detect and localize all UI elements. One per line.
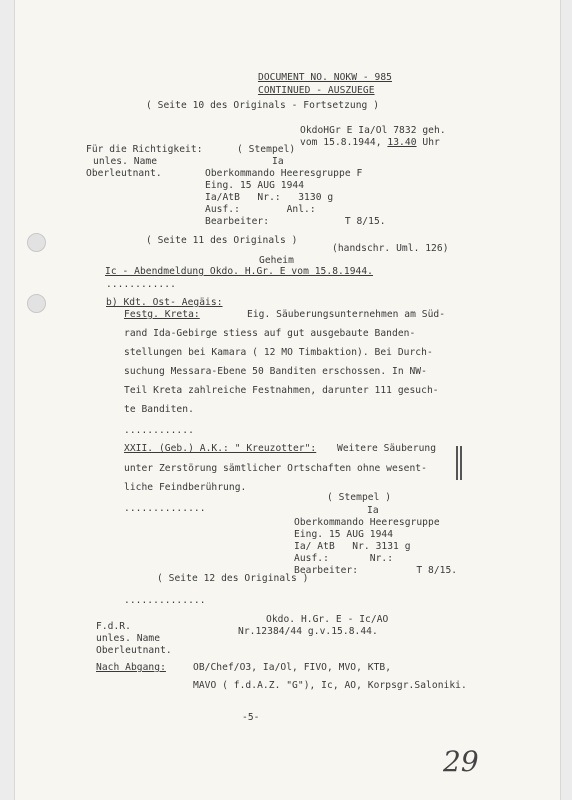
reference-time: 13.40 (387, 137, 417, 148)
section-b-label: b) Kdt. Ost- Aegäis: (106, 297, 223, 308)
margin-mark (460, 446, 462, 480)
xxii-text-line: unter Zerstörung sämtlicher Ortschaften ohne wesent- (124, 463, 427, 474)
ellipsis-dots: ............ (124, 425, 194, 436)
stamp-line: Oberkommando Heeresgruppe F (205, 168, 363, 179)
fdr-label: F.d.R. (96, 621, 131, 632)
kreta-text-line: Eig. Säuberungsunternehmen am Süd- (247, 309, 446, 320)
signer-name: unles. Name (93, 156, 158, 167)
distribution-line: OB/Chef/O3, Ia/Ol, FIVO, MVO, KTB, (193, 662, 392, 673)
continued-label: CONTINUED - AUSZUEGE (258, 85, 375, 96)
certification-line: Für die Richtigkeit: (86, 144, 203, 155)
okdo-line: Okdo. H.Gr. E - Ic/AO (266, 614, 389, 625)
distribution-line: MAVO ( f.d.A.Z. "G"), Ic, AO, Korpsgr.Saloniki. (193, 680, 467, 691)
stamp-line: Eing. 15 AUG 1944 (294, 529, 394, 540)
stamp-line: Eing. 15 AUG 1944 (205, 180, 305, 191)
stamp-label: ( Stempel ) (327, 492, 392, 503)
stamp-line: Ia/AtB Nr.: 3130 g (205, 192, 334, 203)
stamp-line: Oberkommando Heeresgruppe (294, 517, 440, 528)
signer-name: unles. Name (96, 633, 161, 644)
stamp-line: Bearbeiter: T 8/15. (205, 216, 386, 227)
stamp-line: Ia (367, 505, 379, 516)
signer-rank: Oberleutnant. (86, 168, 162, 179)
punch-hole (27, 233, 46, 252)
xxii-text-line: Weitere Säuberung (337, 443, 437, 454)
kreta-text-line: stellungen bei Kamara ( 12 MO Timbaktion). Bei Durch- (124, 347, 433, 358)
ellipsis-dots: .............. (124, 595, 206, 606)
stamp-line: Ausf.: Anl.: (205, 204, 316, 215)
kreta-text-line: Teil Kreta zahlreiche Festnahmen, darunter 111 gesuch- (124, 385, 439, 396)
margin-mark (456, 446, 458, 480)
geheim-label: Geheim (259, 255, 294, 266)
okdo-line: Nr.12384/44 g.v.15.8.44. (238, 626, 378, 637)
reference-line-2 (300, 137, 440, 149)
handwritten-note: (handschr. Uml. 126) (332, 243, 449, 254)
kreta-text-line: rand Ida-Gebirge stiess auf gut ausgebaute Banden- (124, 328, 416, 339)
handwritten-page-number: 29 (443, 745, 479, 778)
ellipsis-dots: .............. (124, 503, 206, 514)
kreta-text-line: te Banditen. (124, 404, 194, 415)
page-11-note: ( Seite 11 des Originals ) (146, 235, 298, 246)
page-10-note: ( Seite 10 des Originals - Fortsetzung ) (146, 100, 380, 111)
xxii-text-line: liche Feindberührung. (124, 482, 247, 493)
stamp-line: Bearbeiter: T 8/15. (294, 565, 458, 576)
xxii-corps-label: XXII. (Geb.) A.K.: " Kreuzotter": (124, 443, 317, 454)
reference-line-1: OkdoHGr E Ia/Ol 7832 geh. (300, 125, 446, 136)
page-12-note: ( Seite 12 des Originals ) (157, 573, 309, 584)
nach-abgang-label: Nach Abgang: (96, 662, 166, 673)
reference-date: vom 15.8.1944, (300, 137, 382, 148)
page-number: -5- (242, 712, 260, 723)
kreta-text-line: suchung Messara-Ebene 50 Banditen erschossen. In NW- (124, 366, 427, 377)
reference-uhr: Uhr (422, 137, 440, 148)
stamp-line: Ia/ AtB Nr. 3131 g (294, 541, 411, 552)
stamp-label: ( Stempel) (237, 144, 296, 155)
document-page (14, 0, 561, 800)
signer-rank: Oberleutnant. (96, 645, 172, 656)
stamp-line: Ia (272, 156, 284, 167)
ellipsis-dots: ............ (106, 279, 176, 290)
festg-kreta-label: Festg. Kreta: (124, 309, 200, 320)
document-number: DOCUMENT NO. NOKW - 985 (258, 72, 392, 83)
ic-title: Ic - Abendmeldung Okdo. H.Gr. E vom 15.8.1944. (105, 266, 373, 277)
punch-hole (27, 294, 46, 313)
stamp-line: Ausf.: Nr.: (294, 553, 394, 564)
